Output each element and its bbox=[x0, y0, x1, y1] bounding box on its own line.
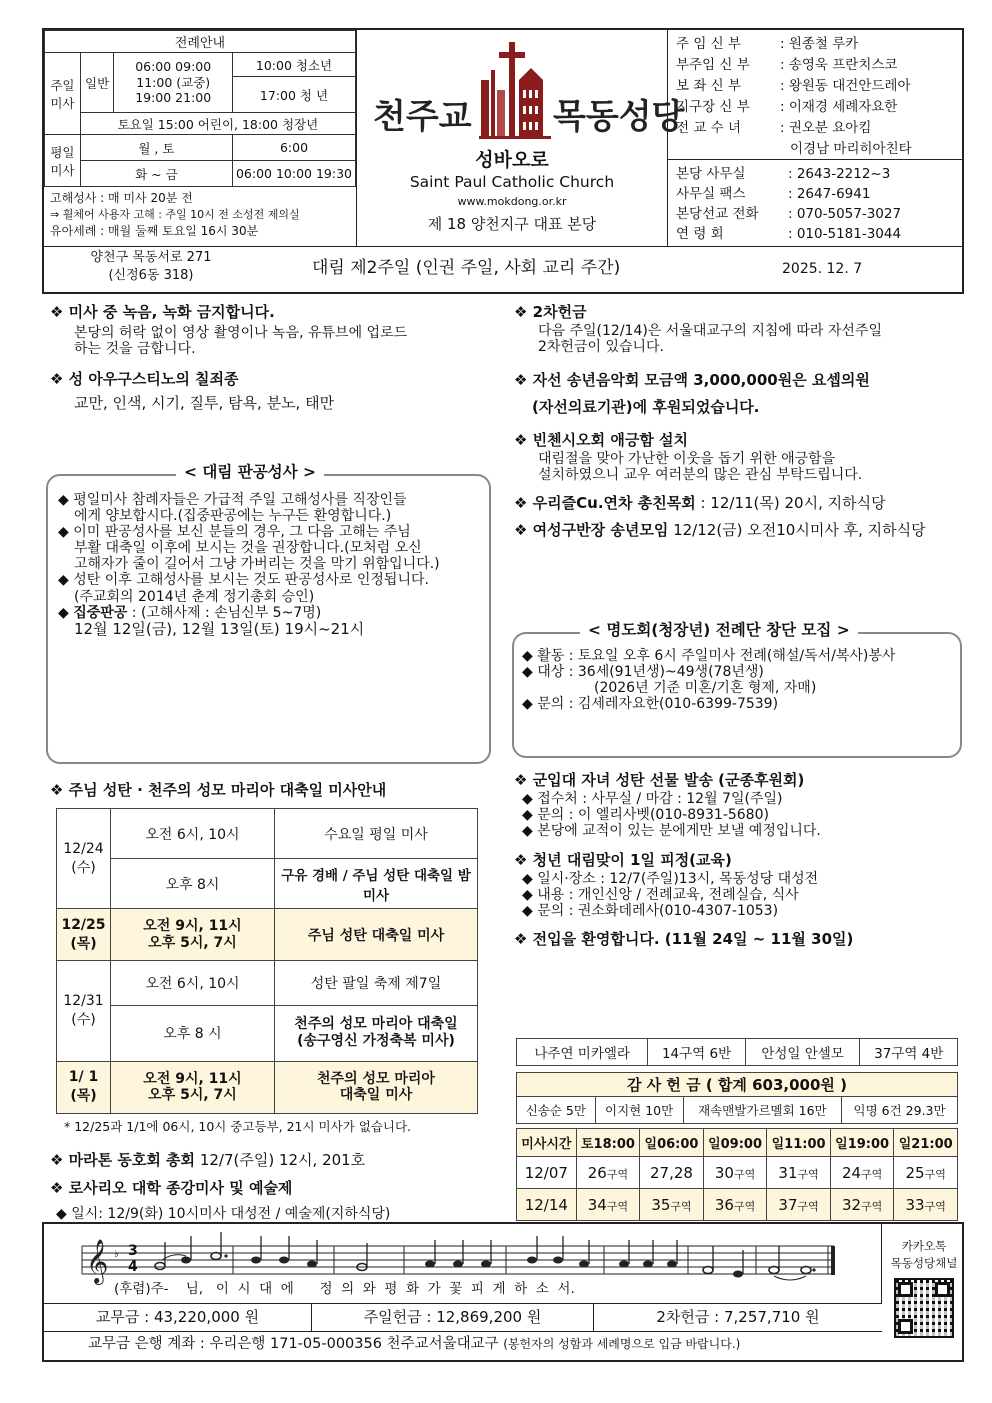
mon-sat-time: 6:00 bbox=[232, 135, 355, 161]
advent-item: ◆ 평일미사 참례자들은 가급적 주일 고해성사를 직장인들 bbox=[58, 492, 407, 508]
youth-item: ◆ 내용 : 개인신앙 / 전례교육, 전례실습, 식사 bbox=[522, 886, 799, 903]
left-column bbox=[50, 304, 500, 412]
contact-list bbox=[668, 160, 964, 248]
duty-header: 토18:00 bbox=[576, 1129, 640, 1157]
no-recording-title-text: 미사 중 녹음, 녹화 금지합니다. bbox=[68, 303, 275, 321]
women-notice bbox=[514, 522, 964, 539]
second-offering-total: 2차헌금 : 7,257,710 원 bbox=[656, 1308, 820, 1326]
staff-role: 보 좌 신 부 bbox=[676, 78, 742, 94]
sunday-offering-total: 주일헌금 : 12,869,200 원 bbox=[312, 1304, 594, 1331]
time-signature-top: 3 bbox=[128, 1243, 138, 1259]
staff-role: 전 교 수 녀 bbox=[676, 120, 742, 136]
staff-role: 부주임 신 부 bbox=[676, 57, 750, 73]
intensive-confession: ◆ 집중판공 : (고해사제 : 손님신부 5~7명) bbox=[58, 604, 322, 621]
liturgy-title: 대림 제2주일 (인권 주일, 사회 교리 주간) bbox=[312, 258, 621, 278]
welcome-cell: 14구역 6반 bbox=[648, 1039, 746, 1066]
marathon-title: 마라톤 동호회 총회 bbox=[68, 1151, 196, 1169]
choir-recruit-title: < 명도회(청장년) 전례단 창단 모집 > bbox=[580, 622, 858, 640]
no-recording-line-2: 하는 것을 금합니다. bbox=[74, 341, 196, 358]
sunday-times-2: 11:00 (교중) bbox=[136, 74, 211, 90]
second-collection-title-text: 2차헌금 bbox=[532, 303, 587, 321]
contact-label: 연 령 회 bbox=[676, 226, 724, 242]
choir-item-text: (2026년 기준 미혼/기혼 형제, 자매) bbox=[594, 680, 817, 697]
youth-item-text: 내용 : 개인신앙 / 전례교육, 전례실습, 식사 bbox=[537, 886, 799, 903]
bulletin-date: 2025. 12. 7 bbox=[782, 261, 863, 277]
contact-row bbox=[676, 164, 956, 184]
duty-cell: 35구역 bbox=[640, 1189, 704, 1221]
staff-list bbox=[668, 30, 964, 160]
header-bottom-bar bbox=[44, 246, 962, 292]
youth-retreat-title bbox=[514, 852, 964, 869]
christmas-mass-table bbox=[56, 808, 478, 1114]
christmas-mass-title bbox=[50, 782, 386, 799]
diamond-icon: ❖ bbox=[50, 370, 69, 389]
cu-body: : 12/11(목) 20시, 지하식당 bbox=[700, 494, 886, 513]
vincent-title bbox=[514, 432, 964, 449]
rosary-title bbox=[50, 1180, 292, 1197]
second-collection-line: 2차헌금이 있습니다. bbox=[538, 339, 664, 356]
youth-item: ◆ 문의 : 권소화데레사(010-4307-1053) bbox=[522, 902, 779, 919]
concert-line-1: 자선 송년음악회 모금액 3,000,000원은 요셉의원 bbox=[532, 371, 870, 390]
date-cell: 1/ 1 (목) bbox=[57, 1061, 111, 1113]
church-name-left: 천주교 bbox=[373, 97, 472, 137]
mass-cell: 천주의 성모 마리아 대축일 미사 bbox=[275, 1061, 478, 1113]
choir-item-text: 대상 : 36세(91년생)~49생(78년생) bbox=[537, 664, 764, 681]
thanks-cell: 재속맨발가르멜회 16만 bbox=[683, 1097, 842, 1124]
bank-account-note: (봉헌자의 성함과 세례명으로 입금 바랍니다.) bbox=[503, 1337, 741, 1351]
sunday-times-1: 06:00 09:00 bbox=[135, 59, 212, 75]
staff-row bbox=[676, 34, 956, 55]
time-cell: 오전 9시, 11시 오후 5시, 7시 bbox=[111, 1061, 275, 1113]
diamond-icon: ❖ bbox=[514, 930, 533, 949]
contact-label: 본당 사무실 bbox=[676, 166, 746, 182]
staff-row bbox=[676, 97, 956, 118]
mass-cell: 수요일 평일 미사 bbox=[275, 809, 478, 859]
advent-item-text: 부활 대축일 이후에 보시는 것을 권장합니다.(모처럼 오신 bbox=[74, 540, 422, 557]
tue-fri-times: 06:00 10:00 19:30 bbox=[232, 161, 355, 187]
time-cell: 오후 8시 bbox=[111, 859, 275, 909]
staff-name: 이경남 마리히아친타 bbox=[790, 141, 912, 157]
choir-item: ◆ 활동 : 토요일 오후 6시 주일미사 전례(해설/독서/복사)봉사 bbox=[522, 648, 896, 664]
second-collection-body bbox=[514, 323, 964, 355]
soldier-item: ◆ 본당에 교적이 있는 분에게만 보낼 예정입니다. bbox=[522, 823, 821, 840]
time-cell: 오전 6시, 10시 bbox=[111, 961, 275, 1005]
contact-row bbox=[676, 204, 956, 224]
rosary-title-text: 로사리오 대학 종강미사 및 예술제 bbox=[68, 1179, 293, 1197]
bank-account-line bbox=[88, 1336, 740, 1353]
patron-name: 성바오로 bbox=[475, 149, 549, 171]
church-building-logo bbox=[479, 40, 551, 140]
soldier-gift-section bbox=[514, 772, 964, 948]
date-cell: 12/24 (수) bbox=[57, 809, 111, 909]
confession-info: 고해성사 : 매 미사 20분 전 bbox=[50, 191, 193, 205]
infant-baptism-info: 유아세례 : 매월 둘째 토요일 16시 30분 bbox=[50, 224, 259, 239]
bank-account: 교무금 은행 계좌 : 우리은행 171-05-000356 천주교서울대교구 bbox=[88, 1336, 499, 1352]
thanks-offering-table bbox=[516, 1072, 958, 1124]
duty-cell: 34구역 bbox=[576, 1189, 640, 1221]
diamond-icon: ❖ bbox=[514, 303, 533, 321]
wheelchair-confession-info: ⇒ 휠체어 사용자 고해 : 주일 10시 전 소성전 제의실 bbox=[50, 208, 300, 222]
contact-value[interactable]: : 070-5057-3027 bbox=[788, 206, 902, 222]
district-note: 제 18 양천지구 대표 본당 bbox=[427, 215, 597, 233]
advent-item: ◆ 이미 판공성사를 보신 분들의 경우, 그 다음 고해는 주님 bbox=[58, 524, 411, 541]
vincent-title-text: 빈첸시오회 애긍함 설치 bbox=[532, 430, 689, 449]
marathon-body: 12/7(주일) 12시, 201호 bbox=[199, 1151, 366, 1169]
mass-duty-table bbox=[516, 1128, 958, 1221]
diamond-icon: ❖ bbox=[50, 303, 69, 321]
no-recording-title bbox=[50, 304, 500, 321]
sunday-times-3: 19:00 21:00 bbox=[135, 90, 212, 106]
advent-item-text: 에게 양보합시다.(집중판공에는 누구든 환영합니다.) bbox=[74, 508, 392, 525]
staff-name: : 이재경 세례자요한 bbox=[780, 99, 898, 115]
mass-cell: 천주의 성모 마리아 대축일 (송구영신 가정축복 미사) bbox=[275, 1005, 478, 1061]
augustine-title bbox=[50, 371, 500, 388]
soldier-item-text: 문의 : 이 엘리사벳(010-8931-5680) bbox=[537, 807, 769, 824]
mass-cell: 구유 경배 / 주님 성탄 대축일 밤 미사 bbox=[275, 859, 478, 909]
diamond-icon: ❖ bbox=[514, 430, 533, 449]
duty-cell: 32구역 bbox=[830, 1189, 894, 1221]
choir-recruit-list bbox=[522, 648, 895, 712]
second-collection-line: 다음 주일(12/14)은 서울대교구의 지침에 따라 자선주일 bbox=[538, 323, 882, 340]
vincent-line: 설치하였으니 교우 여러분의 많은 관심 부탁드립니다. bbox=[538, 467, 863, 484]
thanks-cell: 익명 6건 29.3만 bbox=[842, 1097, 958, 1124]
soldier-item-text: 본당에 교적이 있는 분에게만 보낼 예정입니다. bbox=[537, 823, 821, 840]
youth-mass: 10:00 청소년 bbox=[232, 53, 355, 77]
choir-item-text: 문의 : 김세레자요한(010-6399-7539) bbox=[537, 696, 779, 713]
youth-item-text: 일시·장소 : 12/7(주일)13시, 목동성당 대성전 bbox=[537, 870, 819, 887]
kakao-label-2: 목동성당채널 bbox=[890, 1256, 958, 1271]
contact-row bbox=[676, 224, 956, 244]
bulletin-header bbox=[42, 28, 964, 294]
choir-item: ◆ 문의 : 김세레자요한(010-6399-7539) bbox=[522, 696, 779, 713]
schedule-title: 전례안내 bbox=[45, 31, 356, 53]
church-name-right: 목동성당 bbox=[553, 97, 685, 137]
soldier-item: ◆ 접수처 : 사무실 / 마감 : 12월 7일(주일) bbox=[522, 791, 783, 808]
offering-totals bbox=[44, 1304, 882, 1332]
building-fund-total: 교무금 : 43,220,000 원 bbox=[44, 1304, 312, 1331]
staff-row bbox=[676, 76, 956, 97]
right-column bbox=[514, 304, 964, 539]
advent-confession-title: < 대림 판공성사 > bbox=[176, 464, 324, 482]
soldier-item-text: 접수처 : 사무실 / 마감 : 12월 7일(주일) bbox=[537, 791, 783, 808]
address-line-2: (신정6동 318) bbox=[108, 268, 194, 283]
qr-code-icon[interactable] bbox=[894, 1278, 954, 1338]
church-website[interactable]: www.mokdong.or.kr bbox=[457, 195, 567, 208]
time-cell: 오전 9시, 11시 오후 5시, 7시 bbox=[111, 909, 275, 961]
duty-cell: 26구역 bbox=[576, 1157, 640, 1189]
marathon-notice bbox=[50, 1152, 365, 1169]
advent-item-text: 고해자가 줄이 길어서 그냥 가버리는 것을 막기 위함입니다.) bbox=[74, 556, 440, 573]
advent-confession-list bbox=[58, 492, 488, 638]
rosary-body: ◆ 일시: 12/9(화) 10시미사 대성전 / 예술제(지하식당) bbox=[56, 1206, 391, 1222]
advent-item-text: 평일미사 참례자들은 가급적 주일 고해성사를 직장인들 bbox=[73, 492, 407, 508]
diamond-icon: ❖ bbox=[50, 1151, 69, 1169]
duty-cell: 31구역 bbox=[767, 1157, 831, 1189]
hymn-lyrics: (후렴)주- 님, 이 시 대 에 정 의 와 평 화 가 꽃 피 게 하 소 서. bbox=[114, 1281, 575, 1297]
weekday-mass-label: 평일 미사 bbox=[45, 135, 81, 187]
time-cell: 오전 6시, 10시 bbox=[111, 809, 275, 859]
mass-cell: 성탄 팔일 축제 제7일 bbox=[275, 961, 478, 1005]
concert-notice bbox=[514, 367, 964, 393]
svg-text:𝄞: 𝄞 bbox=[86, 1239, 109, 1283]
choir-item: ◆ 대상 : 36세(91년생)~49생(78년생) bbox=[522, 664, 764, 681]
advent-item-text: (주교회의 2014년 춘계 정기총회 승인) bbox=[74, 588, 315, 605]
advent-item-text: 이미 판공성사를 보신 분들의 경우, 그 다음 고해는 주님 bbox=[73, 524, 411, 541]
music-score bbox=[44, 1224, 882, 1304]
staff-row bbox=[676, 118, 956, 139]
staff-panel bbox=[667, 30, 964, 246]
thanks-cell: 신송순 5만 bbox=[517, 1097, 596, 1124]
vincent-line: 대림절을 맞아 가난한 이웃을 돕기 위한 애긍함을 bbox=[538, 451, 836, 468]
time-cell: 오후 8 시 bbox=[111, 1005, 275, 1061]
diamond-icon: ❖ bbox=[514, 494, 533, 513]
staff-name: : 송영욱 프란치스코 bbox=[780, 57, 898, 73]
soldier-item: ◆ 문의 : 이 엘리사벳(010-8931-5680) bbox=[522, 807, 769, 824]
diamond-icon: ❖ bbox=[514, 371, 533, 390]
staff-role: 주 임 신 부 bbox=[676, 36, 742, 52]
duty-header: 일06:00 bbox=[640, 1129, 704, 1157]
saturday-mass: 토요일 15:00 어린이, 18:00 청장년 bbox=[80, 113, 355, 135]
date-cell: 12/25 (목) bbox=[57, 909, 111, 961]
welcome-cell: 나주연 미카엘라 bbox=[517, 1039, 648, 1066]
choir-item-text: 활동 : 토요일 오후 6시 주일미사 전례(해설/독서/복사)봉사 bbox=[537, 648, 896, 664]
staff-role: 지구장 신 부 bbox=[676, 99, 750, 115]
diamond-icon: ❖ bbox=[514, 771, 533, 789]
youth-item: ◆ 일시·장소 : 12/7(주일)13시, 목동성당 대성전 bbox=[522, 870, 819, 887]
second-collection-title bbox=[514, 304, 964, 321]
duty-cell: 12/07 bbox=[517, 1157, 577, 1189]
rosary-body-text: 일시: 12/9(화) 10시미사 대성전 / 예술제(지하식당) bbox=[71, 1206, 391, 1222]
staff-name: : 권오분 요아킴 bbox=[780, 120, 872, 136]
advent-item-text: 성탄 이후 고해성사를 보시는 것도 판공성사로 인정됩니다. bbox=[73, 572, 429, 589]
youth-item-text: 문의 : 권소화데레사(010-4307-1053) bbox=[537, 902, 779, 919]
women-title: 여성구반장 송년모임 bbox=[532, 520, 669, 539]
duty-cell: 25구역 bbox=[894, 1157, 958, 1189]
christmas-note: * 12/25과 1/1에 06시, 10시 중고등부, 21시 미사가 없습니다. bbox=[64, 1119, 412, 1134]
thanks-cell: 이지현 10만 bbox=[595, 1097, 683, 1124]
contact-value[interactable]: : 2647-6941 bbox=[788, 186, 871, 202]
contact-value[interactable]: : 010-5181-3044 bbox=[788, 226, 902, 242]
welcome-table bbox=[516, 1038, 958, 1066]
duty-cell: 27,28 bbox=[640, 1157, 704, 1189]
kakao-block bbox=[884, 1224, 964, 1360]
intensive-dates: 12월 12일(금), 12월 13일(토) 19시~21시 bbox=[74, 619, 365, 638]
duty-cell: 36구역 bbox=[703, 1189, 767, 1221]
staff-name: : 왕원동 대건안드레아 bbox=[780, 78, 911, 94]
sunday-mass-label: 주일 미사 bbox=[45, 53, 81, 135]
contact-row bbox=[676, 184, 956, 204]
vincent-body bbox=[514, 451, 964, 483]
seven-sins: 교만, 인색, 시기, 질투, 탐욕, 분노, 태만 bbox=[74, 393, 335, 412]
mon-sat-label: 월 , 토 bbox=[80, 135, 232, 161]
duty-cell: 12/14 bbox=[517, 1189, 577, 1221]
welcome-cell: 37구역 4반 bbox=[860, 1039, 958, 1066]
staff-row bbox=[676, 55, 956, 76]
duty-header: 일11:00 bbox=[767, 1129, 831, 1157]
intensive-label: 집중판공 bbox=[73, 604, 128, 621]
women-body: 12/12(금) 오전10시미사 후, 지하식당 bbox=[673, 520, 926, 539]
duty-cell: 37구역 bbox=[767, 1189, 831, 1221]
advent-item: ◆ 성탄 이후 고해성사를 보시는 것도 판공성사로 인정됩니다. bbox=[58, 572, 429, 589]
bulletin-footer bbox=[42, 1222, 964, 1362]
intensive-priests: : (고해사제 : 손님신부 5~7명) bbox=[131, 604, 322, 621]
thanks-title: 감 사 헌 금 ( 합계 603,000원 ) bbox=[517, 1073, 958, 1097]
concert-line-2: (자선의료기관)에 후원되었습니다. bbox=[532, 397, 760, 416]
duty-cell: 30구역 bbox=[703, 1157, 767, 1189]
kakao-label-1: 카카오톡 bbox=[901, 1239, 947, 1253]
christmas-mass-title-text: 주님 성탄 · 천주의 성모 마리아 대축일 미사안내 bbox=[68, 781, 387, 799]
date-cell: 12/31 (수) bbox=[57, 961, 111, 1061]
soldier-title-text: 군입대 자녀 성탄 선물 발송 (군종후원회) bbox=[532, 771, 805, 789]
duty-cell: 33구역 bbox=[894, 1189, 958, 1221]
contact-value[interactable]: : 2643-2212~3 bbox=[788, 166, 891, 182]
duty-header: 미사시간 bbox=[517, 1129, 577, 1157]
welcome-cell: 안성일 안셀모 bbox=[745, 1039, 860, 1066]
cu-notice bbox=[514, 495, 964, 512]
no-recording-line-1: 본당의 허락 없이 영상 촬영이나 녹음, 유튜브에 업로드 bbox=[74, 325, 408, 342]
general-label: 일반 bbox=[80, 53, 114, 113]
staff-row bbox=[676, 139, 956, 160]
youth-retreat-title-text: 청년 대림맞이 1일 피정(교육) bbox=[532, 850, 732, 869]
staff-name: : 원종철 루카 bbox=[780, 36, 859, 52]
diamond-icon: ❖ bbox=[514, 850, 533, 869]
duty-header: 일19:00 bbox=[830, 1129, 894, 1157]
young-adult-mass: 17:00 청 년 bbox=[232, 77, 355, 113]
no-recording-body bbox=[50, 325, 500, 357]
time-signature-bottom: 4 bbox=[128, 1259, 138, 1275]
contact-label: 본당선교 전화 bbox=[676, 206, 759, 222]
duty-header: 일09:00 bbox=[703, 1129, 767, 1157]
cu-title: 우리즐Cu.연차 총친목회 bbox=[532, 494, 696, 513]
diamond-icon: ❖ bbox=[514, 520, 533, 539]
duty-header: 일21:00 bbox=[894, 1129, 958, 1157]
diamond-icon: ❖ bbox=[50, 781, 69, 799]
duty-cell: 24구역 bbox=[830, 1157, 894, 1189]
church-english-name: Saint Paul Catholic Church bbox=[409, 173, 615, 191]
diamond-icon: ❖ bbox=[50, 1179, 69, 1197]
mass-schedule bbox=[44, 30, 357, 246]
welcome-title bbox=[514, 931, 964, 948]
welcome-title-text: 전입을 환영합니다. (11월 24일 ~ 11월 30일) bbox=[532, 930, 854, 949]
tue-fri-label: 화 ~ 금 bbox=[80, 161, 232, 187]
address-line-1: 양천구 목동서로 271 bbox=[90, 250, 212, 265]
contact-label: 사무실 팩스 bbox=[676, 186, 746, 202]
staff-role bbox=[676, 139, 780, 160]
mass-cell: 주님 성탄 대축일 미사 bbox=[275, 909, 478, 961]
church-logo-block bbox=[357, 30, 685, 246]
svg-text:♭: ♭ bbox=[114, 1249, 119, 1260]
soldier-title bbox=[514, 772, 964, 789]
augustine-title-text: 성 아우구스티노의 칠죄종 bbox=[68, 370, 239, 389]
